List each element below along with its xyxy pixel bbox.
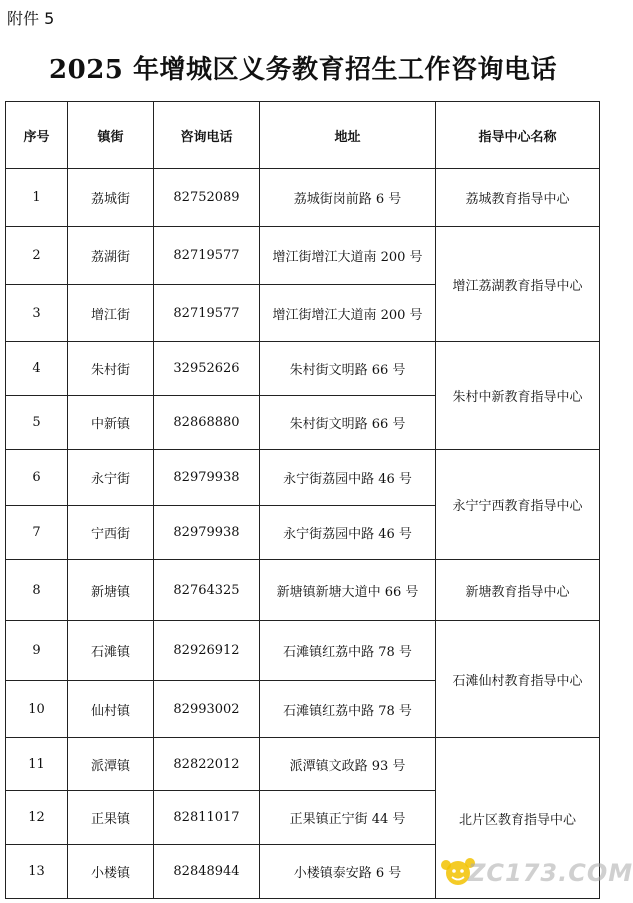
row-no: 11 (6, 738, 68, 791)
row-no: 13 (6, 845, 68, 899)
row-town: 朱村街 (68, 342, 154, 396)
row-phone: 82926912 (154, 621, 260, 681)
row-town: 石滩镇 (68, 621, 154, 681)
row-town: 宁西街 (68, 506, 154, 560)
row-address: 荔城街岗前路 6 号 (260, 169, 436, 227)
row-town: 派潭镇 (68, 738, 154, 791)
row-phone: 82979938 (154, 450, 260, 506)
row-no: 4 (6, 342, 68, 396)
row-address: 派潭镇文政路 93 号 (260, 738, 436, 791)
header-phone: 咨询电话 (154, 102, 260, 169)
row-address: 新塘镇新塘大道中 66 号 (260, 560, 436, 621)
row-no: 5 (6, 396, 68, 450)
contact-table (5, 101, 600, 899)
row-no: 9 (6, 621, 68, 681)
row-phone: 82764325 (154, 560, 260, 621)
row-no: 7 (6, 506, 68, 560)
row-phone: 82811017 (154, 791, 260, 845)
row-center: 朱村中新教育指导中心 (436, 342, 600, 450)
row-phone: 82848944 (154, 845, 260, 899)
row-center: 北片区教育指导中心 (436, 738, 600, 899)
row-no: 6 (6, 450, 68, 506)
row-address: 永宁街荔园中路 46 号 (260, 450, 436, 506)
header-address: 地址 (260, 102, 436, 169)
row-phone: 82822012 (154, 738, 260, 791)
row-phone: 82979938 (154, 506, 260, 560)
row-phone: 82868880 (154, 396, 260, 450)
row-address: 朱村街文明路 66 号 (260, 342, 436, 396)
row-address: 永宁街荔园中路 46 号 (260, 506, 436, 560)
row-address: 朱村街文明路 66 号 (260, 396, 436, 450)
table-row (6, 342, 600, 396)
row-phone: 82752089 (154, 169, 260, 227)
row-no: 12 (6, 791, 68, 845)
row-center: 永宁宁西教育指导中心 (436, 450, 600, 560)
row-town: 新塘镇 (68, 560, 154, 621)
header-no: 序号 (6, 102, 68, 169)
row-phone: 82993002 (154, 681, 260, 738)
table-row (6, 621, 600, 681)
row-address: 石滩镇红荔中路 78 号 (260, 681, 436, 738)
row-no: 1 (6, 169, 68, 227)
row-town: 增江街 (68, 285, 154, 342)
row-center: 增江荔湖教育指导中心 (436, 227, 600, 342)
row-address: 小楼镇泰安路 6 号 (260, 845, 436, 899)
row-no: 8 (6, 560, 68, 621)
table-row (6, 169, 600, 227)
row-center: 新塘教育指导中心 (436, 560, 600, 621)
table-header-row (6, 102, 600, 169)
row-no: 2 (6, 227, 68, 285)
table-row (6, 560, 600, 621)
page-title: 2025 年增城区义务教育招生工作咨询电话 (49, 55, 557, 85)
row-no: 3 (6, 285, 68, 342)
row-phone: 82719577 (154, 227, 260, 285)
row-town: 小楼镇 (68, 845, 154, 899)
row-center: 荔城教育指导中心 (436, 169, 600, 227)
table-row (6, 738, 600, 791)
row-no: 10 (6, 681, 68, 738)
row-address: 正果镇正宁街 44 号 (260, 791, 436, 845)
row-phone: 32952626 (154, 342, 260, 396)
table-row (6, 450, 600, 506)
header-town: 镇街 (68, 102, 154, 169)
row-address: 石滩镇红荔中路 78 号 (260, 621, 436, 681)
row-phone: 82719577 (154, 285, 260, 342)
row-town: 永宁街 (68, 450, 154, 506)
header-center: 指导中心名称 (436, 102, 600, 169)
watermark-text: ZC173.COM (468, 859, 633, 887)
row-center: 石滩仙村教育指导中心 (436, 621, 600, 738)
row-town: 荔湖街 (68, 227, 154, 285)
row-town: 仙村镇 (68, 681, 154, 738)
row-town: 中新镇 (68, 396, 154, 450)
table-row (6, 227, 600, 285)
site-watermark (438, 853, 633, 893)
row-town: 荔城街 (68, 169, 154, 227)
row-town: 正果镇 (68, 791, 154, 845)
attachment-label: 附件 5 (7, 9, 55, 28)
row-address: 增江街增江大道南 200 号 (260, 285, 436, 342)
row-address: 增江街增江大道南 200 号 (260, 227, 436, 285)
